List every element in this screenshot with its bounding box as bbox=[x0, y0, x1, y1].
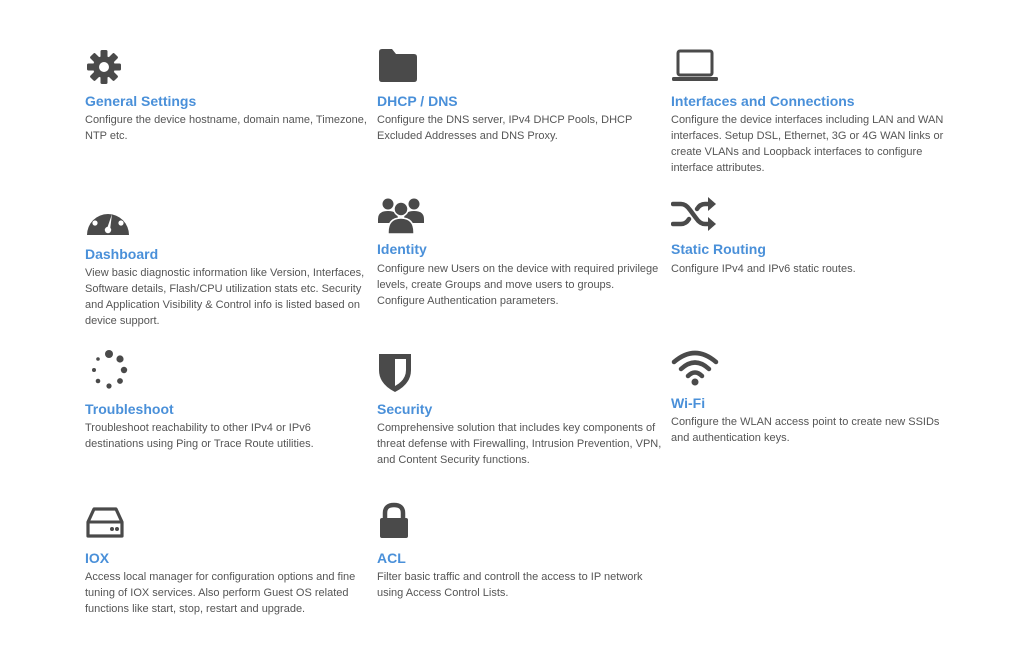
tile-description: Configure new Users on the device with required privilege levels, create Groups and move users to groups. Configure Authentication parameters. bbox=[377, 263, 659, 307]
tile-description: View basic diagnostic information like Version, Interfaces, Software details, Flash/CPU utilization stats etc. Security and Application Visibility & Control info is listed based on device support. bbox=[85, 267, 365, 327]
wifi-icon[interactable] bbox=[671, 350, 719, 386]
tile-description: Configure IPv4 and IPv6 static routes. bbox=[671, 263, 856, 275]
shield-icon[interactable] bbox=[377, 352, 413, 394]
tile-description: Configure the DNS server, IPv4 DHCP Pools, DHCP Excluded Addresses and DNS Proxy. bbox=[377, 114, 633, 142]
tile-description: Configure the device hostname, domain name, Timezone, NTP etc. bbox=[85, 114, 367, 142]
tile-title[interactable]: Security bbox=[377, 401, 433, 417]
lock-icon[interactable] bbox=[377, 502, 411, 540]
spinner-icon[interactable] bbox=[85, 350, 129, 392]
tile-title[interactable]: Wi-Fi bbox=[671, 395, 706, 411]
tile-title[interactable]: Troubleshoot bbox=[85, 401, 174, 417]
tile-title[interactable]: IOX bbox=[85, 550, 110, 566]
tile-title[interactable]: Interfaces and Connections bbox=[671, 93, 855, 109]
tile-description: Filter basic traffic and controll the access to IP network using Access Control Lists. bbox=[377, 571, 643, 599]
tile-description: Configure the device interfaces including LAN and WAN interfaces. Setup DSL, Ethernet, 3G or 4G WAN links or create VLANs and Loopback interfaces to configure interface attributes. bbox=[671, 114, 944, 174]
tile-title[interactable]: Identity bbox=[377, 241, 427, 257]
laptop-icon[interactable] bbox=[671, 48, 719, 84]
gear-icon[interactable] bbox=[85, 48, 123, 86]
folder-icon[interactable] bbox=[377, 48, 419, 84]
tile-description: Access local manager for configuration options and fine tuning of IOX services. Also perform Guest OS related functions like start, stop, restart and upgrade. bbox=[85, 571, 356, 615]
tile-title[interactable]: Dashboard bbox=[85, 246, 159, 262]
hard-drive-icon[interactable] bbox=[85, 506, 125, 540]
tile-description: Comprehensive solution that includes key components of threat defense with Firewalling, Intrusion Prevention, VPN, and Content Security functions. bbox=[377, 422, 662, 466]
tile-description: Troubleshoot reachability to other IPv4 or IPv6 destinations using Ping or Trace Route utilities. bbox=[85, 422, 314, 450]
tile-title[interactable]: ACL bbox=[377, 550, 406, 566]
users-icon[interactable] bbox=[377, 195, 425, 235]
shuffle-icon[interactable] bbox=[671, 195, 717, 233]
tile-title[interactable]: Static Routing bbox=[671, 241, 766, 257]
tile-description: Configure the WLAN access point to create new SSIDs and authentication keys. bbox=[671, 416, 940, 444]
tile-title[interactable]: General Settings bbox=[85, 93, 197, 109]
dashboard-gauge-icon[interactable] bbox=[85, 201, 131, 239]
tile-title[interactable]: DHCP / DNS bbox=[377, 93, 458, 109]
